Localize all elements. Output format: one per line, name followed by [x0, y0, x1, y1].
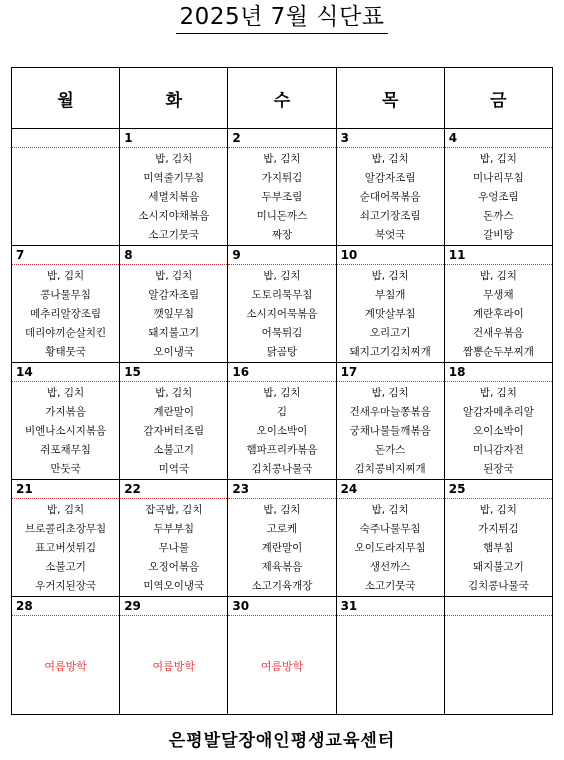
day-number: 16: [228, 363, 335, 382]
menu-list: [337, 382, 444, 479]
menu-item: 숙주나물무침: [359, 523, 421, 535]
weekday-header: 화: [120, 68, 228, 129]
menu-item: 알감자조림: [148, 289, 200, 301]
menu-item: 밥, 김치: [479, 504, 517, 516]
menu-item: 미니감자전: [473, 444, 524, 456]
menu-item: 표고버섯튀김: [35, 542, 97, 554]
menu-item: 두부부침: [153, 523, 195, 535]
menu-item: 부침개: [374, 289, 406, 301]
page-title-wrap: [0, 2, 564, 34]
weekday-header: 수: [228, 68, 336, 129]
day-cell: [120, 129, 228, 246]
menu-item: 오이도라지무침: [354, 542, 426, 554]
day-number: 28: [12, 597, 119, 616]
menu-item: 소불고기: [153, 444, 195, 456]
weekday-header: 월: [12, 68, 120, 129]
day-cell: [444, 480, 552, 597]
menu-list: [337, 148, 444, 245]
menu-item: 계란말이: [153, 406, 195, 418]
menu-list: [120, 148, 227, 245]
day-cell: [228, 246, 336, 363]
day-number: 23: [228, 480, 335, 499]
menu-list: [228, 148, 335, 245]
day-number: 1: [120, 129, 227, 148]
day-cell: [120, 363, 228, 480]
menu-item: 소시지어묵볶음: [246, 308, 318, 320]
menu-item: 밥, 김치: [263, 387, 301, 399]
menu-item: 감자버터조림: [143, 425, 205, 437]
menu-item: 밥, 김치: [263, 153, 301, 165]
week-row: [12, 363, 553, 480]
day-cell: [12, 246, 120, 363]
day-cell: [12, 129, 120, 246]
menu-item: 건새우마늘쫑볶음: [349, 406, 431, 418]
day-number: 3: [337, 129, 444, 148]
day-number: 7: [12, 246, 119, 265]
menu-item: 브로콜리초장무침: [25, 523, 107, 535]
menu-item: 밥, 김치: [371, 153, 409, 165]
menu-item: 메추리알장조림: [30, 308, 102, 320]
day-cell: [336, 246, 444, 363]
menu-item: 돈까스: [483, 210, 514, 222]
menu-item: 오이소박이: [256, 425, 308, 437]
day-cell: [444, 246, 552, 363]
menu-list: [445, 499, 552, 596]
menu-item: 제육볶음: [261, 561, 303, 573]
day-number: 2: [228, 129, 335, 148]
menu-item: 밥, 김치: [47, 504, 85, 516]
menu-item: 알감자메추리알: [462, 406, 534, 418]
day-cell: [228, 363, 336, 480]
menu-item: 생선까스: [369, 561, 411, 573]
menu-item: 소고기뭇국: [364, 580, 416, 592]
menu-list: [12, 382, 119, 479]
menu-item: 짜장: [271, 229, 293, 241]
menu-item: 밥, 김치: [155, 387, 193, 399]
menu-item: 오리고기: [369, 327, 411, 339]
menu-item: 순대어묵볶음: [359, 191, 421, 203]
menu-item: 황태뭇국: [45, 346, 86, 358]
day-number: 8: [120, 246, 227, 265]
menu-item: 밥, 김치: [479, 387, 517, 399]
day-number: 9: [228, 246, 335, 265]
menu-list: [445, 382, 552, 479]
menu-item: 미역줄기무침: [143, 172, 205, 184]
weekday-header: 금: [444, 68, 552, 129]
menu-item: 밥, 김치: [371, 387, 409, 399]
menu-item: 된장국: [483, 463, 514, 475]
menu-list: [445, 148, 552, 245]
menu-item: 깻잎무침: [153, 308, 195, 320]
menu-item: 햄파프리카볶음: [246, 444, 318, 456]
day-cell: [336, 597, 444, 715]
menu-item: 가지튀김: [261, 172, 303, 184]
day-number: 29: [120, 597, 227, 616]
day-number: 10: [337, 246, 444, 265]
week-row: [12, 597, 553, 715]
menu-item: 오이냉국: [153, 346, 195, 358]
day-cell: [336, 363, 444, 480]
day-cell: [12, 363, 120, 480]
day-number: 11: [445, 246, 552, 265]
menu-item: 가지볶음: [45, 406, 86, 418]
menu-item: 미나리무침: [473, 172, 524, 184]
menu-item: 콩나물무침: [40, 289, 91, 301]
menu-item: 밥, 김치: [263, 504, 301, 516]
menu-item: 우거지된장국: [35, 580, 97, 592]
menu-list: [12, 499, 119, 596]
menu-list: [228, 499, 335, 596]
day-number: [445, 597, 552, 616]
meal-calendar: [11, 67, 553, 715]
day-number: 4: [445, 129, 552, 148]
day-number: 17: [337, 363, 444, 382]
menu-item: 도토리묵무침: [251, 289, 313, 301]
menu-item: 어묵튀김: [261, 327, 303, 339]
menu-item: 밥, 김치: [263, 270, 301, 282]
menu-item: 소불고기: [45, 561, 86, 573]
menu-item: 소고기육개장: [251, 580, 313, 592]
day-cell: [228, 480, 336, 597]
menu-list: [337, 499, 444, 596]
menu-item: 만둣국: [50, 463, 81, 475]
menu-item: 김치콩나물국: [467, 580, 529, 592]
menu-item: 무생채: [483, 289, 514, 301]
menu-item: 두부조림: [261, 191, 303, 203]
menu-list: [228, 265, 335, 362]
menu-item: 햄부침: [483, 542, 514, 554]
weekday-header-row: [12, 68, 553, 129]
day-cell: [228, 597, 336, 715]
menu-list: [445, 265, 552, 362]
menu-item: 잡곡밥, 김치: [145, 504, 203, 516]
day-cell: [444, 363, 552, 480]
menu-list: [12, 265, 119, 362]
day-number: 31: [337, 597, 444, 616]
menu-item: 가지튀김: [478, 523, 519, 535]
vacation-note: 여름방학: [260, 660, 304, 673]
menu-item: 오이소박이: [473, 425, 524, 437]
day-number: 22: [120, 480, 227, 499]
menu-item: 계란후라이: [473, 308, 524, 320]
menu-item: 비엔나소시지볶음: [25, 425, 107, 437]
day-cell: [444, 129, 552, 246]
week-row: [12, 480, 553, 597]
day-number: 30: [228, 597, 335, 616]
menu-item: 미역국: [158, 463, 189, 475]
vacation-note: 여름방학: [44, 660, 87, 673]
week-row: [12, 129, 553, 246]
day-number: 21: [12, 480, 119, 499]
day-number: 15: [120, 363, 227, 382]
weekday-header: 목: [336, 68, 444, 129]
day-cell: [12, 480, 120, 597]
vacation-note: 여름방학: [152, 660, 196, 673]
menu-item: 밥, 김치: [479, 153, 517, 165]
menu-item: 밥, 김치: [155, 270, 193, 282]
day-number: 25: [445, 480, 552, 499]
menu-item: 궁채나물들깨볶음: [349, 425, 431, 437]
day-number: 18: [445, 363, 552, 382]
menu-item: 돈가스: [374, 444, 406, 456]
menu-item: 계란말이: [261, 542, 303, 554]
menu-item: 돼지불고기: [148, 327, 200, 339]
day-cell: [336, 129, 444, 246]
menu-item: 세멸치볶음: [148, 191, 200, 203]
menu-item: 갈비탕: [483, 229, 514, 241]
menu-item: 밥, 김치: [371, 504, 409, 516]
menu-item: 김치콩나물국: [251, 463, 313, 475]
day-cell: [12, 597, 120, 715]
menu-list: [120, 265, 227, 362]
day-cell: [336, 480, 444, 597]
page-title: 2025년 7월 식단표: [176, 2, 389, 34]
day-cell: [120, 246, 228, 363]
menu-item: 밥, 김치: [47, 270, 85, 282]
menu-item: 오징어볶음: [148, 561, 200, 573]
menu-item: 짬뽕순두부찌개: [462, 346, 534, 358]
menu-item: 계맛살부침: [364, 308, 416, 320]
day-number: 14: [12, 363, 119, 382]
menu-item: 고로케: [266, 523, 298, 535]
menu-item: 김치콩비지찌개: [354, 463, 426, 475]
footer-organization: 은평발달장애인평생교육센터: [168, 731, 396, 751]
menu-item: 소고기뭇국: [148, 229, 200, 241]
menu-item: 밥, 김치: [155, 153, 193, 165]
menu-item: 쇠고기장조림: [359, 210, 421, 222]
menu-list: [120, 499, 227, 596]
menu-item: 밥, 김치: [371, 270, 409, 282]
menu-item: 돼지고기김치찌개: [349, 346, 431, 358]
menu-item: 쥐포채무침: [40, 444, 91, 456]
menu-list: [228, 382, 335, 479]
menu-item: 우엉조림: [478, 191, 519, 203]
day-cell: [120, 597, 228, 715]
week-row: [12, 246, 553, 363]
day-cell: [228, 129, 336, 246]
day-cell: [444, 597, 552, 715]
menu-item: 알감자조림: [364, 172, 416, 184]
menu-list: [337, 265, 444, 362]
menu-item: 김: [276, 406, 288, 418]
menu-item: 무나물: [158, 542, 189, 554]
menu-item: 밥, 김치: [479, 270, 517, 282]
day-cell: [120, 480, 228, 597]
menu-item: 건새우볶음: [473, 327, 524, 339]
menu-item: 소시지야채볶음: [138, 210, 210, 222]
menu-item: 밥, 김치: [47, 387, 85, 399]
menu-item: 데리야끼순살치킨: [25, 327, 107, 339]
menu-item: 닭곰탕: [266, 346, 298, 358]
menu-list: [120, 382, 227, 479]
menu-item: 돼지불고기: [473, 561, 524, 573]
menu-item: 미니돈까스: [256, 210, 308, 222]
menu-item: 미역오이냉국: [143, 580, 205, 592]
day-number: 24: [337, 480, 444, 499]
menu-item: 북엇국: [374, 229, 406, 241]
day-number: [12, 129, 119, 148]
